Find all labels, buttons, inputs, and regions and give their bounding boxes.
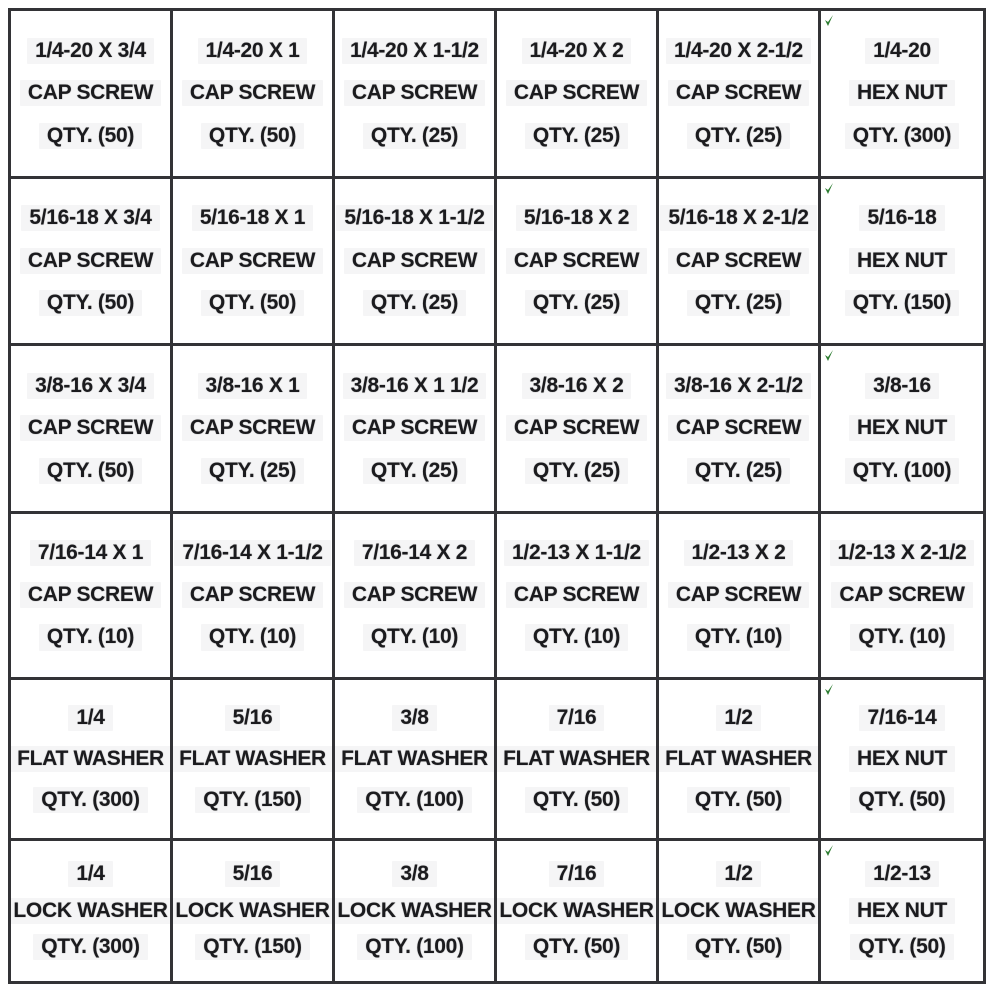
size-label: 1/4 xyxy=(68,705,112,731)
hardware-label-grid xyxy=(8,8,986,984)
part-type-label: LOCK WASHER xyxy=(11,898,173,924)
quantity-label: QTY. (50) xyxy=(39,290,142,316)
label-cell xyxy=(659,179,821,346)
size-label: 1/4-20 xyxy=(865,38,939,64)
part-type-label: CAP SCREW xyxy=(668,415,809,441)
part-type-label: CAP SCREW xyxy=(182,415,323,441)
label-cell xyxy=(497,11,659,179)
quantity-label: QTY. (50) xyxy=(850,787,953,813)
label-cell xyxy=(821,841,983,981)
label-cell xyxy=(11,179,173,346)
part-type-label: LOCK WASHER xyxy=(173,898,335,924)
label-cell xyxy=(497,514,659,680)
part-type-label: HEX NUT xyxy=(849,248,955,274)
part-type-label: CAP SCREW xyxy=(506,248,647,274)
size-label: 1/2 xyxy=(716,705,760,731)
label-cell xyxy=(497,680,659,841)
quantity-label: QTY. (100) xyxy=(357,787,472,813)
quantity-label: QTY. (150) xyxy=(845,290,960,316)
part-type-label: FLAT WASHER xyxy=(11,746,172,772)
quantity-label: QTY. (50) xyxy=(687,934,790,960)
quantity-label: QTY. (50) xyxy=(201,290,304,316)
part-type-label: HEX NUT xyxy=(849,746,955,772)
green-check-mark-icon xyxy=(823,844,835,858)
size-label: 1/2 xyxy=(716,861,760,887)
label-cell xyxy=(659,346,821,514)
label-cell xyxy=(173,179,335,346)
quantity-label: QTY. (10) xyxy=(525,624,628,650)
part-type-label: HEX NUT xyxy=(849,415,955,441)
part-type-label: CAP SCREW xyxy=(344,80,485,106)
quantity-label: QTY. (150) xyxy=(195,787,310,813)
size-label: 1/2-13 X 1-1/2 xyxy=(504,540,649,566)
part-type-label: CAP SCREW xyxy=(182,80,323,106)
label-cell xyxy=(173,680,335,841)
green-check-mark-icon xyxy=(823,683,835,697)
label-cell xyxy=(821,680,983,841)
label-cell xyxy=(497,841,659,981)
size-label: 1/4-20 X 3/4 xyxy=(27,38,154,64)
part-type-label: CAP SCREW xyxy=(668,248,809,274)
part-type-label: CAP SCREW xyxy=(20,582,161,608)
part-type-label: LOCK WASHER xyxy=(335,898,497,924)
label-cell xyxy=(335,680,497,841)
quantity-label: QTY. (25) xyxy=(687,290,790,316)
size-label: 1/4 xyxy=(68,861,112,887)
size-label: 1/2-13 X 2-1/2 xyxy=(830,540,975,566)
part-type-label: CAP SCREW xyxy=(668,582,809,608)
quantity-label: QTY. (300) xyxy=(845,123,960,149)
quantity-label: QTY. (25) xyxy=(525,458,628,484)
quantity-label: QTY. (300) xyxy=(33,787,148,813)
quantity-label: QTY. (25) xyxy=(363,290,466,316)
label-cell xyxy=(659,680,821,841)
quantity-label: QTY. (100) xyxy=(357,934,472,960)
quantity-label: QTY. (25) xyxy=(363,458,466,484)
size-label: 5/16-18 X 1-1/2 xyxy=(336,205,492,231)
part-type-label: CAP SCREW xyxy=(506,80,647,106)
green-check-mark-icon xyxy=(823,14,835,28)
label-cell xyxy=(821,11,983,179)
size-label: 5/16-18 xyxy=(859,205,944,231)
part-type-label: CAP SCREW xyxy=(182,582,323,608)
label-cell xyxy=(659,11,821,179)
label-cell xyxy=(821,179,983,346)
quantity-label: QTY. (50) xyxy=(201,123,304,149)
size-label: 3/8-16 X 1 xyxy=(198,373,308,399)
size-label: 7/16-14 X 1-1/2 xyxy=(174,540,330,566)
label-cell xyxy=(11,514,173,680)
size-label: 5/16-18 X 3/4 xyxy=(21,205,159,231)
label-cell xyxy=(173,514,335,680)
quantity-label: QTY. (50) xyxy=(39,458,142,484)
part-type-label: CAP SCREW xyxy=(20,80,161,106)
size-label: 3/8-16 X 3/4 xyxy=(27,373,154,399)
size-label: 5/16 xyxy=(225,705,281,731)
label-cell xyxy=(335,11,497,179)
label-cell xyxy=(335,514,497,680)
part-type-label: FLAT WASHER xyxy=(659,746,820,772)
size-label: 7/16-14 xyxy=(859,705,944,731)
quantity-label: QTY. (10) xyxy=(363,624,466,650)
part-type-label: HEX NUT xyxy=(849,80,955,106)
quantity-label: QTY. (50) xyxy=(39,123,142,149)
quantity-label: QTY. (10) xyxy=(39,624,142,650)
part-type-label: CAP SCREW xyxy=(831,582,972,608)
quantity-label: QTY. (50) xyxy=(850,934,953,960)
quantity-label: QTY. (300) xyxy=(33,934,148,960)
size-label: 1/2-13 xyxy=(865,861,939,887)
label-cell xyxy=(497,346,659,514)
label-cell xyxy=(11,680,173,841)
quantity-label: QTY. (50) xyxy=(525,934,628,960)
part-type-label: HEX NUT xyxy=(849,898,955,924)
quantity-label: QTY. (25) xyxy=(201,458,304,484)
label-cell xyxy=(11,841,173,981)
size-label: 7/16-14 X 2 xyxy=(354,540,475,566)
size-label: 1/2-13 X 2 xyxy=(684,540,794,566)
label-cell xyxy=(173,11,335,179)
size-label: 7/16 xyxy=(549,705,605,731)
quantity-label: QTY. (150) xyxy=(195,934,310,960)
size-label: 3/8-16 X 2 xyxy=(522,373,632,399)
size-label: 7/16-14 X 1 xyxy=(30,540,151,566)
quantity-label: QTY. (50) xyxy=(687,787,790,813)
green-check-mark-icon xyxy=(823,182,835,196)
size-label: 7/16 xyxy=(549,861,605,887)
part-type-label: CAP SCREW xyxy=(506,415,647,441)
part-type-label: LOCK WASHER xyxy=(659,898,821,924)
part-type-label: CAP SCREW xyxy=(344,248,485,274)
label-cell xyxy=(11,11,173,179)
part-type-label: FLAT WASHER xyxy=(173,746,334,772)
size-label: 5/16-18 X 1 xyxy=(192,205,313,231)
quantity-label: QTY. (25) xyxy=(525,290,628,316)
part-type-label: CAP SCREW xyxy=(668,80,809,106)
green-check-mark-icon xyxy=(823,349,835,363)
size-label: 5/16-18 X 2 xyxy=(516,205,637,231)
part-type-label: CAP SCREW xyxy=(20,415,161,441)
size-label: 3/8-16 xyxy=(865,373,939,399)
part-type-label: CAP SCREW xyxy=(182,248,323,274)
label-cell xyxy=(497,179,659,346)
size-label: 3/8 xyxy=(392,861,436,887)
label-cell xyxy=(335,179,497,346)
part-type-label: CAP SCREW xyxy=(344,582,485,608)
label-cell xyxy=(173,841,335,981)
quantity-label: QTY. (10) xyxy=(850,624,953,650)
label-cell xyxy=(335,346,497,514)
quantity-label: QTY. (25) xyxy=(687,458,790,484)
label-cell xyxy=(659,841,821,981)
quantity-label: QTY. (10) xyxy=(687,624,790,650)
quantity-label: QTY. (10) xyxy=(201,624,304,650)
quantity-label: QTY. (25) xyxy=(363,123,466,149)
part-type-label: CAP SCREW xyxy=(20,248,161,274)
quantity-label: QTY. (25) xyxy=(687,123,790,149)
size-label: 3/8-16 X 2-1/2 xyxy=(666,373,811,399)
label-cell xyxy=(11,346,173,514)
size-label: 3/8 xyxy=(392,705,436,731)
label-cell xyxy=(335,841,497,981)
size-label: 1/4-20 X 2-1/2 xyxy=(666,38,811,64)
size-label: 5/16-18 X 2-1/2 xyxy=(660,205,816,231)
quantity-label: QTY. (25) xyxy=(525,123,628,149)
size-label: 3/8-16 X 1 1/2 xyxy=(343,373,487,399)
size-label: 5/16 xyxy=(225,861,281,887)
label-cell xyxy=(173,346,335,514)
part-type-label: CAP SCREW xyxy=(506,582,647,608)
part-type-label: CAP SCREW xyxy=(344,415,485,441)
size-label: 1/4-20 X 1 xyxy=(198,38,308,64)
quantity-label: QTY. (100) xyxy=(845,458,960,484)
size-label: 1/4-20 X 1-1/2 xyxy=(342,38,487,64)
label-cell xyxy=(821,346,983,514)
label-cell xyxy=(659,514,821,680)
part-type-label: LOCK WASHER xyxy=(497,898,659,924)
part-type-label: FLAT WASHER xyxy=(497,746,658,772)
size-label: 1/4-20 X 2 xyxy=(522,38,632,64)
quantity-label: QTY. (50) xyxy=(525,787,628,813)
part-type-label: FLAT WASHER xyxy=(335,746,496,772)
label-cell xyxy=(821,514,983,680)
